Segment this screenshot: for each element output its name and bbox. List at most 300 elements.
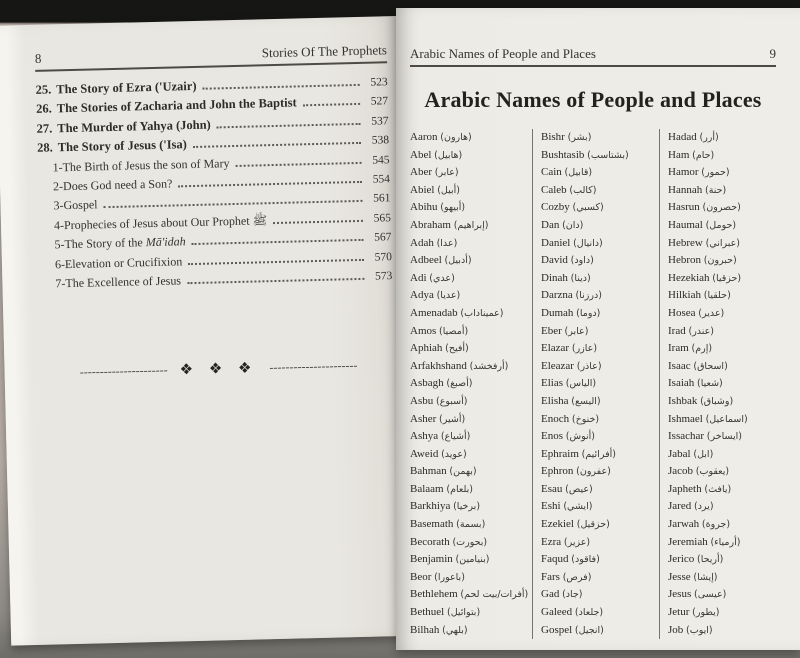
name-arabic: (حصرون) — [702, 202, 741, 214]
name-label: Fars — [541, 570, 563, 583]
name-label: Darzna — [541, 289, 576, 302]
name-arabic: (دينا) — [570, 272, 591, 284]
name-entry — [668, 604, 798, 622]
toc-dot-leader — [187, 278, 364, 284]
name-label: Adya — [410, 289, 437, 302]
name-entry — [668, 428, 798, 446]
left-page-header — [35, 42, 387, 72]
name-label: David — [541, 254, 571, 267]
name-arabic: (إيشا) — [693, 571, 718, 583]
name-label: Ephraim — [541, 447, 582, 460]
name-label: Elias — [541, 377, 566, 390]
name-arabic: (أبيل) — [437, 184, 460, 196]
name-label: Hosea — [668, 306, 699, 319]
name-arabic: (هابيل) — [434, 149, 463, 161]
name-label: Isaiah — [668, 377, 698, 390]
name-arabic: (بحورت) — [452, 536, 488, 548]
name-label: Ashya — [410, 430, 441, 443]
name-arabic: (بشر) — [567, 132, 592, 143]
toc-entry-page-number: 567 — [374, 231, 392, 244]
name-entry — [668, 393, 798, 411]
name-arabic: (حومل) — [705, 219, 737, 231]
toc-entry-title: The Murder of Yahya (John) — [57, 117, 211, 136]
name-label: Ezekiel — [541, 518, 577, 531]
name-entry — [541, 622, 659, 640]
name-entry — [541, 287, 659, 305]
toc-dot-leader — [217, 123, 361, 129]
name-entry — [541, 463, 659, 481]
name-arabic: (كسبي) — [572, 202, 604, 214]
name-arabic: (اسحاق) — [693, 360, 728, 372]
name-arabic: (أرمياء) — [710, 536, 741, 548]
name-arabic: (يطور) — [692, 607, 720, 619]
name-label: Amos — [410, 324, 440, 337]
name-arabic: (بنيامين) — [455, 554, 490, 566]
name-arabic: (ابل) — [693, 448, 714, 460]
chapter-end-ornament — [42, 356, 394, 384]
name-arabic: (حزقيا) — [712, 272, 742, 284]
name-entry — [541, 252, 659, 270]
name-entry — [668, 375, 798, 393]
name-label: Beor — [410, 570, 435, 583]
name-entry — [410, 147, 532, 165]
name-label: Gospel — [541, 623, 575, 636]
name-entry — [410, 498, 532, 516]
toc-dot-leader — [104, 200, 363, 208]
name-label: Adbeel — [410, 254, 445, 267]
name-arabic: (عابر) — [564, 325, 589, 337]
name-label: Daniel — [541, 236, 574, 249]
name-label: Hannah — [668, 183, 705, 196]
name-arabic: (برخيا) — [453, 501, 481, 513]
toc-entry-page-number: 538 — [371, 134, 390, 147]
name-entry — [541, 393, 659, 411]
name-label: Jesse — [668, 570, 694, 583]
name-label: Elisha — [541, 394, 572, 407]
name-entry — [541, 375, 659, 393]
name-entry — [410, 446, 532, 464]
name-entry — [668, 411, 798, 429]
name-arabic: (حلقيا) — [703, 290, 731, 302]
name-label: Bushtasib — [541, 148, 588, 161]
name-arabic: (يافث) — [704, 483, 732, 495]
name-arabic: (اليسع) — [571, 395, 601, 407]
name-arabic: (عدير) — [698, 307, 725, 319]
name-entry — [541, 199, 659, 217]
toc-entry-page-number: 573 — [374, 270, 393, 283]
name-label: Dinah — [541, 271, 571, 284]
toc-dot-leader — [203, 84, 360, 90]
name-entry — [410, 287, 532, 305]
name-label: Basemath — [410, 518, 457, 531]
name-arabic: (عندر) — [688, 325, 715, 337]
toc-dot-leader — [236, 162, 362, 167]
name-label: Hezekiah — [668, 271, 713, 284]
name-label: Cain — [541, 166, 565, 179]
name-entry — [410, 393, 532, 411]
name-entry — [541, 498, 659, 516]
toc-dot-leader — [303, 103, 360, 106]
name-arabic: (أرر) — [699, 132, 719, 143]
name-arabic: (جلعاد) — [574, 607, 604, 619]
name-entry — [668, 340, 798, 358]
name-arabic: (حزقيل) — [576, 519, 610, 531]
name-label: Hebrew — [668, 236, 706, 249]
toc-dot-leader — [178, 181, 362, 187]
name-arabic: (عفرون) — [576, 466, 611, 478]
name-label: Job — [668, 623, 687, 636]
name-entry — [410, 340, 532, 358]
name-label: Bethlehem — [410, 588, 461, 601]
name-label: Jerico — [668, 553, 698, 566]
name-arabic: (عويد) — [441, 448, 467, 460]
left-running-title: Stories Of The Prophets — [261, 42, 388, 61]
name-label: Jetur — [668, 606, 693, 619]
name-label: Ephron — [541, 465, 577, 478]
name-entry — [668, 270, 798, 288]
toc-entry-title: The Story of Jesus ('Isa) — [57, 137, 188, 155]
name-label: Jeremiah — [668, 535, 711, 548]
name-arabic: (أشير) — [439, 413, 466, 425]
name-label: Becorath — [410, 535, 453, 548]
name-entry — [541, 147, 659, 165]
name-entry — [410, 323, 532, 341]
name-entry — [410, 604, 532, 622]
name-label: Galeed — [541, 606, 575, 619]
name-entry — [410, 252, 532, 270]
name-entry — [410, 164, 532, 182]
name-arabic: (عيسى) — [693, 589, 727, 601]
name-entry — [541, 534, 659, 552]
name-arabic: (حمور) — [701, 167, 730, 179]
name-label: Asbagh — [410, 377, 447, 390]
name-label: Bishr — [541, 131, 568, 143]
name-entry — [541, 129, 659, 147]
name-arabic: (وشباق) — [700, 395, 734, 407]
name-entry — [541, 270, 659, 288]
name-entry — [541, 604, 659, 622]
name-entry — [410, 481, 532, 499]
name-label: Aaron — [410, 131, 441, 143]
toc-entry-page-number: 537 — [371, 115, 389, 128]
name-label: Jabal — [668, 447, 694, 460]
name-arabic: (دوما) — [576, 307, 601, 319]
name-entry — [668, 182, 798, 200]
toc-entry-page-number: 554 — [372, 173, 391, 186]
name-arabic: (الياس) — [565, 378, 597, 390]
name-arabic: (أشياع) — [440, 431, 471, 443]
name-arabic: (بشتاسب) — [587, 149, 629, 161]
name-entry — [668, 446, 798, 464]
name-entry — [668, 235, 798, 253]
name-arabic: (أبيهو) — [440, 202, 466, 214]
name-arabic: (عديا) — [436, 290, 461, 302]
name-arabic: (عزير) — [563, 536, 591, 548]
name-entry — [668, 287, 798, 305]
name-label: Isaac — [668, 359, 694, 372]
name-column — [532, 129, 659, 639]
name-entry — [668, 463, 798, 481]
name-arabic: (فرص) — [562, 571, 592, 583]
name-entry — [668, 516, 798, 534]
left-page-number: 8 — [34, 50, 42, 66]
right-page — [396, 8, 800, 650]
name-label: Dumah — [541, 306, 577, 319]
name-label: Abraham — [410, 218, 454, 231]
name-arabic: (يرد) — [693, 501, 714, 513]
name-label: Haumal — [668, 218, 706, 231]
toc-entry-number: 28. — [36, 140, 53, 156]
name-entry — [668, 147, 798, 165]
name-arabic: (أدبيل) — [444, 255, 472, 267]
name-arabic: (أصبغ) — [446, 378, 473, 390]
toc-entry-title: 5-The Story of the Mā'idah — [54, 234, 186, 252]
name-arabic: (بلعام) — [446, 483, 473, 495]
name-label: Amenadab — [410, 306, 461, 319]
toc-entry-page-number: 523 — [370, 76, 388, 89]
name-label: Benjamin — [410, 553, 456, 566]
name-entry — [410, 411, 532, 429]
name-arabic: (إبراهيم) — [453, 219, 489, 231]
name-entry — [668, 498, 798, 516]
toc-dot-leader — [188, 259, 364, 265]
toc-entry-title: 1-The Birth of Jesus the son of Mary — [52, 155, 230, 175]
name-label: Balaam — [410, 482, 447, 495]
name-entry — [668, 323, 798, 341]
names-columns — [410, 129, 776, 639]
name-label: Hadad — [668, 131, 700, 143]
name-arabic: (أفرات/بيت لحم) — [460, 589, 529, 601]
name-label: Ezra — [541, 535, 564, 548]
name-label: Ishmael — [668, 412, 706, 425]
name-arabic: (عابر) — [434, 167, 459, 179]
name-entry — [541, 217, 659, 235]
name-arabic: (أمصيا) — [439, 325, 469, 337]
name-label: Aweid — [410, 447, 442, 460]
name-arabic: (اسماعيل) — [705, 413, 748, 425]
name-arabic: (فاقود) — [571, 554, 600, 566]
name-label: Irad — [668, 324, 689, 337]
name-label: Enoch — [541, 412, 572, 425]
name-label: Esau — [541, 482, 566, 495]
name-entry — [668, 622, 798, 640]
name-entry — [410, 270, 532, 288]
toc-dot-leader — [273, 220, 363, 224]
name-entry — [410, 217, 532, 235]
name-label: Adi — [410, 271, 430, 284]
name-arabic: (يعقوب) — [695, 466, 730, 478]
name-entry — [668, 358, 798, 376]
name-label: Ishbak — [668, 394, 701, 407]
name-arabic: (درزنا) — [575, 290, 602, 302]
name-entry — [668, 164, 798, 182]
name-entry — [541, 411, 659, 429]
name-arabic: (عدي) — [429, 272, 455, 284]
name-arabic: (دانيال) — [573, 237, 603, 249]
name-label: Hamor — [668, 166, 702, 179]
name-arabic: (بتوائيل) — [446, 607, 481, 619]
name-entry — [410, 375, 532, 393]
name-entry — [541, 481, 659, 499]
name-label: Adah — [410, 236, 437, 249]
name-entry — [668, 534, 798, 552]
name-arabic: (داود) — [570, 255, 594, 267]
toc-entry-number: 25. — [35, 82, 52, 97]
name-entry — [410, 569, 532, 587]
name-arabic: (عدا) — [436, 237, 458, 249]
left-page — [0, 16, 411, 646]
name-entry — [541, 551, 659, 569]
name-arabic: (عميناداب) — [460, 307, 504, 319]
name-label: Eleazar — [541, 359, 577, 372]
name-label: Hebron — [668, 254, 704, 267]
name-label: Enos — [541, 430, 566, 443]
name-entry — [668, 217, 798, 235]
name-arabic: (جروة) — [701, 519, 731, 531]
name-label: Caleb — [541, 183, 570, 196]
name-entry — [410, 129, 532, 147]
name-entry — [410, 622, 532, 640]
name-label: Aphiah — [410, 342, 446, 355]
name-arabic: (دان) — [562, 219, 584, 231]
name-label: Barkhiya — [410, 500, 454, 513]
name-label: Bahman — [410, 465, 450, 478]
name-label: Jarwah — [668, 518, 702, 531]
diamond-ornament-icon: ❖ ❖ ❖ — [179, 360, 258, 379]
name-label: Asher — [410, 412, 440, 425]
name-label: Gad — [541, 588, 563, 601]
name-entry — [410, 199, 532, 217]
name-arabic: (خنوخ) — [571, 413, 600, 425]
name-label: Jared — [668, 500, 694, 513]
name-arabic: (عاذر) — [576, 360, 602, 372]
name-entry — [541, 323, 659, 341]
name-arabic: (بلهي) — [442, 624, 468, 636]
toc-list — [35, 72, 392, 294]
name-entry — [541, 569, 659, 587]
name-entry — [541, 358, 659, 376]
name-entry — [541, 516, 659, 534]
name-label: Ham — [668, 148, 693, 161]
name-arabic: (هارون) — [440, 132, 472, 143]
name-arabic: (ايشي) — [563, 501, 593, 513]
name-arabic: (إرم) — [691, 343, 713, 355]
name-arabic: (بهمن) — [449, 466, 477, 478]
name-label: Issachar — [668, 430, 707, 443]
toc-dot-leader — [193, 142, 361, 148]
name-entry — [668, 129, 798, 147]
name-entry — [541, 340, 659, 358]
name-label: Jacob — [668, 465, 696, 478]
name-arabic: (أريحا) — [697, 554, 724, 566]
name-entry — [668, 551, 798, 569]
name-entry — [541, 446, 659, 464]
name-column — [659, 129, 798, 639]
name-entry — [410, 235, 532, 253]
name-entry — [668, 481, 798, 499]
name-arabic: (حبرون) — [703, 255, 737, 267]
toc-entry-number: 27. — [36, 121, 53, 136]
name-arabic: (كالب) — [569, 184, 597, 196]
name-arabic: (انجيل) — [574, 624, 604, 636]
toc-entry-page-number: 565 — [373, 212, 392, 225]
name-label: Arfakhshand — [410, 359, 470, 372]
name-entry — [410, 305, 532, 323]
name-arabic: (ايساخر) — [706, 431, 743, 443]
name-label: Elazar — [541, 342, 572, 355]
name-label: Jesus — [668, 588, 694, 601]
ornament-dashes-left: ---------------------- — [79, 363, 168, 380]
name-entry — [541, 164, 659, 182]
name-arabic: (شعيا) — [697, 378, 723, 390]
name-entry — [541, 182, 659, 200]
toc-entry-title: The Story of Ezra ('Uzair) — [56, 78, 197, 97]
name-entry — [541, 428, 659, 446]
name-entry — [410, 534, 532, 552]
toc-entry-title: The Stories of Zacharia and John the Baptist — [56, 95, 297, 116]
name-entry — [668, 305, 798, 323]
name-label: Japheth — [668, 482, 705, 495]
name-label: Eshi — [541, 500, 564, 513]
name-arabic: (أنوش) — [565, 431, 595, 443]
name-label: Eber — [541, 324, 565, 337]
name-arabic: (ايوب) — [686, 624, 713, 636]
name-label: Dan — [541, 218, 563, 231]
toc-entry-title: 6-Elevation or Crucifixion — [54, 253, 183, 272]
name-label: Abel — [410, 148, 435, 161]
name-entry — [410, 182, 532, 200]
name-label: Abiel — [410, 183, 438, 196]
name-entry — [541, 586, 659, 604]
ornament-dashes-right: ---------------------- — [269, 358, 358, 375]
name-entry — [668, 199, 798, 217]
toc-entry-page-number: 570 — [374, 250, 393, 264]
name-entry — [410, 586, 532, 604]
toc-entry-page-number: 561 — [373, 192, 391, 206]
name-column — [410, 129, 532, 639]
name-entry — [410, 358, 532, 376]
name-label: Cozby — [541, 201, 573, 214]
name-label: Bethuel — [410, 606, 447, 619]
name-arabic: (حام) — [692, 149, 715, 161]
name-label: Hasrun — [668, 201, 703, 214]
name-entry — [541, 305, 659, 323]
section-title: Arabic Names of People and Places — [424, 87, 762, 112]
name-label: Abihu — [410, 201, 441, 214]
name-entry — [410, 551, 532, 569]
name-arabic: (عيص) — [565, 483, 593, 495]
name-arabic: (أفرائيم) — [581, 448, 616, 460]
name-arabic: (جاد) — [562, 589, 583, 601]
name-entry — [410, 428, 532, 446]
name-label: Asbu — [410, 394, 436, 407]
toc-entry-page-number: 545 — [372, 153, 390, 167]
name-entry — [541, 235, 659, 253]
name-arabic: (قابيل) — [564, 167, 593, 179]
toc-entry-title: 3-Gospel — [53, 197, 98, 213]
name-label: Hilkiah — [668, 289, 704, 302]
toc-entry-number: 26. — [35, 101, 52, 117]
name-arabic: (أفيح) — [445, 343, 469, 355]
name-arabic: (بسمة) — [456, 519, 486, 531]
name-arabic: (عبراني) — [705, 237, 740, 249]
name-entry — [410, 516, 532, 534]
name-arabic: (أرفخشد) — [469, 360, 509, 372]
name-label: Aber — [410, 166, 435, 179]
right-page-header — [410, 46, 776, 67]
toc-entry-page-number: 527 — [370, 95, 389, 109]
name-label: Faqud — [541, 553, 572, 566]
